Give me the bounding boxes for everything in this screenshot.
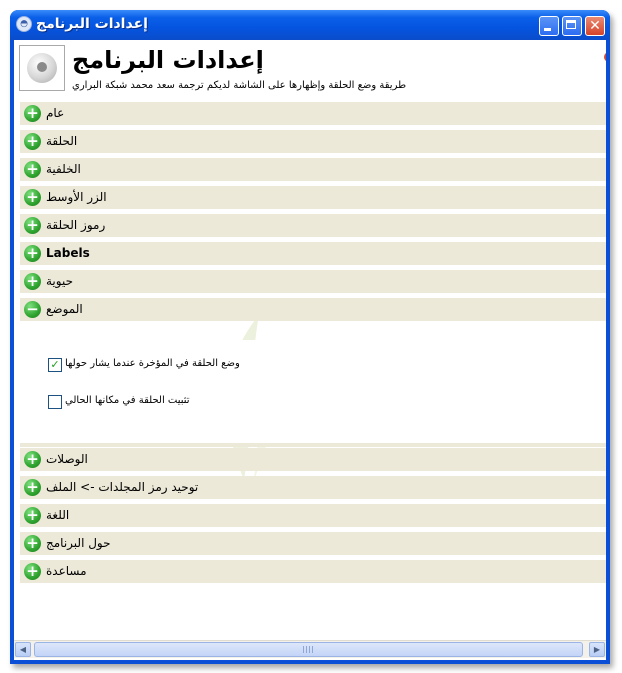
- status-dot-icon: [604, 52, 606, 62]
- expand-icon[interactable]: +: [24, 479, 41, 496]
- horizontal-scrollbar[interactable]: [14, 640, 606, 658]
- app-window: [10, 10, 610, 664]
- expand-icon[interactable]: +: [24, 451, 41, 468]
- section-about[interactable]: [20, 532, 606, 555]
- expand-icon[interactable]: +: [24, 507, 41, 524]
- section-label: رموز الحلقة: [46, 218, 106, 232]
- expand-icon[interactable]: +: [24, 105, 41, 122]
- app-logo: [19, 45, 65, 91]
- section-label: عام: [46, 106, 65, 120]
- option-label: تثبيت الحلقة في مكانها الحالي: [65, 395, 190, 406]
- section-general[interactable]: [20, 102, 606, 125]
- section-label: الزر الأوسط: [46, 190, 107, 204]
- expand-icon[interactable]: +: [24, 245, 41, 262]
- collapse-icon[interactable]: −: [24, 301, 41, 318]
- minimize-button[interactable]: [539, 16, 559, 36]
- expand-icon[interactable]: +: [24, 161, 41, 178]
- send-to-back-checkbox[interactable]: ✓: [48, 358, 62, 372]
- title-bar[interactable]: [10, 10, 610, 40]
- page-title: إعدادات البرنامج: [72, 46, 264, 74]
- expand-icon[interactable]: +: [24, 563, 41, 580]
- expand-icon[interactable]: +: [24, 189, 41, 206]
- section-label: حيوية: [46, 274, 74, 288]
- close-button[interactable]: [585, 16, 605, 36]
- pin-in-place-checkbox[interactable]: [48, 395, 62, 409]
- section-help[interactable]: [20, 560, 606, 583]
- section-label: Labels: [46, 246, 90, 260]
- expand-icon[interactable]: +: [24, 535, 41, 552]
- section-label: مساعدة: [46, 564, 87, 578]
- window-title: إعدادات البرنامج: [36, 16, 148, 32]
- expand-icon[interactable]: +: [24, 217, 41, 234]
- section-language[interactable]: [20, 504, 606, 527]
- section-ring-icons[interactable]: [20, 214, 606, 237]
- position-panel: [20, 340, 606, 447]
- section-background[interactable]: [20, 158, 606, 181]
- close-icon: ✕: [589, 18, 601, 34]
- minimize-icon: [544, 28, 551, 31]
- app-icon[interactable]: ◓: [16, 16, 32, 32]
- option-label: وضع الحلقة في المؤخرة عندما يشار حولها: [65, 358, 240, 369]
- expand-icon[interactable]: +: [24, 133, 41, 150]
- settings-client-area: [14, 40, 606, 660]
- section-label: الحلقة: [46, 134, 78, 148]
- scrollbar-thumb[interactable]: [34, 642, 583, 657]
- section-label: الموضع: [46, 302, 83, 316]
- section-ring[interactable]: [20, 130, 606, 153]
- section-label: الوصلات: [46, 452, 88, 466]
- maximize-icon: [566, 20, 576, 29]
- expand-icon[interactable]: +: [24, 273, 41, 290]
- section-links[interactable]: [20, 448, 606, 471]
- scroll-left-icon[interactable]: ◀: [15, 642, 31, 657]
- section-position[interactable]: [20, 298, 606, 321]
- scroll-right-icon[interactable]: ▶: [589, 642, 605, 657]
- page-subtitle: طريقة وضع الحلقة وإظهارها على الشاشة لديكم ترجمة سعد محمد شبكة البراري: [72, 80, 407, 91]
- section-label: الخلفية: [46, 162, 81, 176]
- section-label: توحيد رمز المجلدات -> الملف: [46, 480, 199, 494]
- logo-core-icon: [37, 62, 47, 72]
- section-label: حول البرنامج: [46, 536, 111, 550]
- section-label: اللغة: [46, 508, 70, 522]
- grip-icon: [303, 646, 313, 653]
- section-folder-icons[interactable]: [20, 476, 606, 499]
- section-labels[interactable]: [20, 242, 606, 265]
- section-animation[interactable]: [20, 270, 606, 293]
- maximize-button[interactable]: [562, 16, 582, 36]
- section-middle-button[interactable]: [20, 186, 606, 209]
